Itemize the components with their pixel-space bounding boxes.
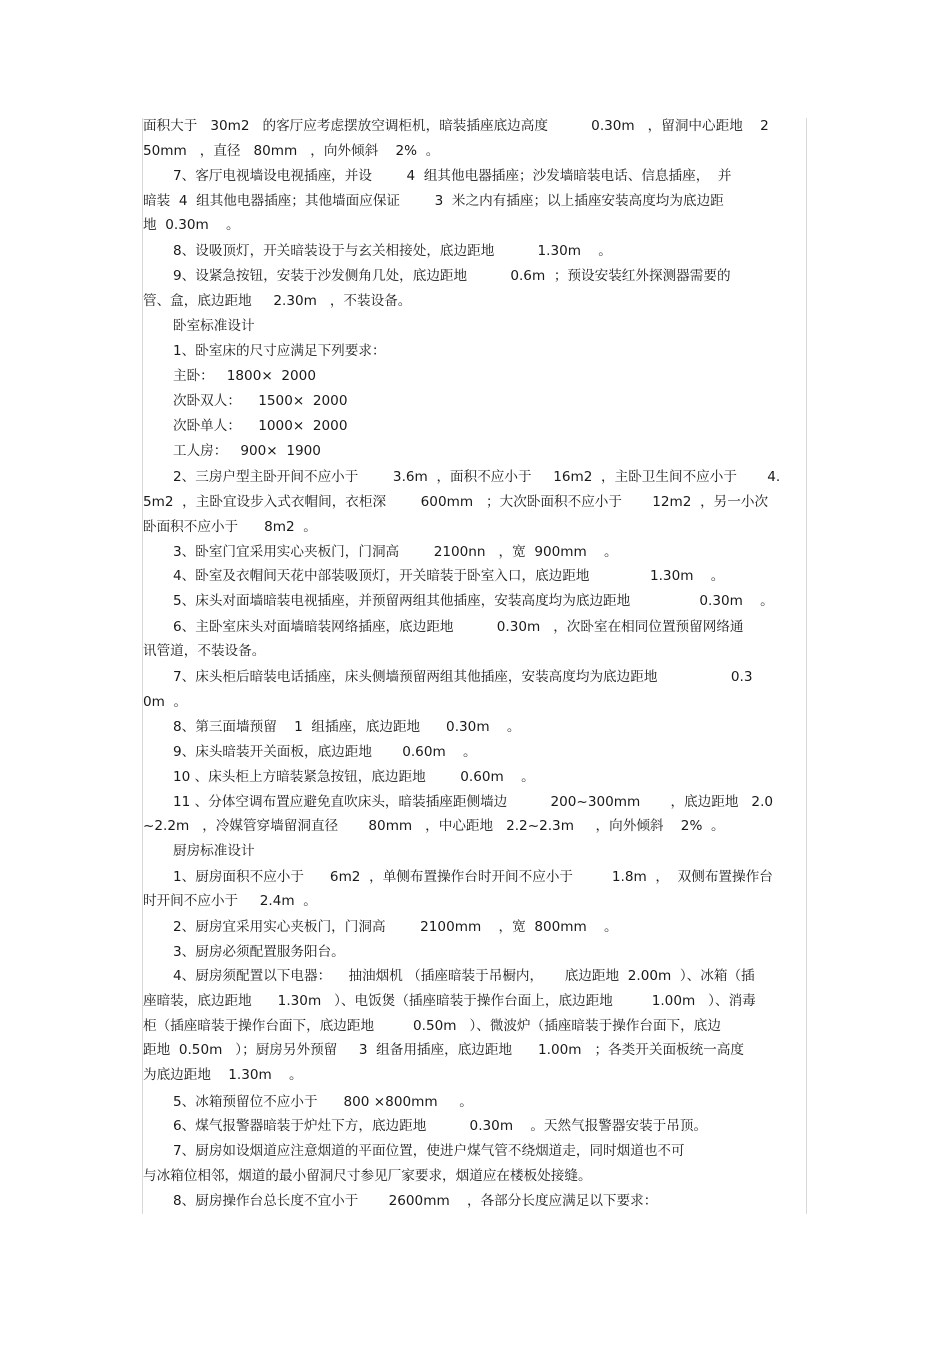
text-line: ~2.2m ，冷媒管穿墙留洞直径 80mm ，中心距地 2.2~2.3m ，向外倾斜 2% 。 — [143, 818, 725, 834]
text-line: 主卧： 1800× 2000 — [173, 368, 316, 384]
text-line: 为底边距地 1.30m 。 — [143, 1067, 303, 1083]
text-line: 8、第三面墙预留 1 组插座，底边距地 0.30m 。 — [173, 719, 521, 735]
text-line: 距地 0.50m ）；厨房另外预留 3 组备用插座，底边距地 1.00m ；各类开关面板统一高度 — [143, 1042, 745, 1058]
text-line: 地 0.30m 。 — [143, 217, 240, 233]
text-line: 6、煤气报警器暗装于炉灶下方，底边距地 0.30m 。天然气报警器安装于吊顶。 — [173, 1118, 708, 1134]
text-line: 卧室标准设计 — [173, 318, 255, 334]
text-line: 时开间不应小于 2.4m 。 — [143, 893, 317, 909]
text-line: 柜（插座暗装于操作台面下，底边距地 0.50m ）、微波炉（插座暗装于操作台面下，底边 — [143, 1018, 721, 1034]
text-line: 7、客厅电视墙设电视插座，并设 4 组其他电器插座；沙发墙暗装电话、信息插座， 并 — [173, 168, 732, 184]
text-line: 次卧单人： 1000× 2000 — [173, 418, 348, 434]
text-line: 8、设吸顶灯，开关暗装设于与玄关相接处，底边距地 1.30m 。 — [173, 243, 612, 259]
page-right-edge — [806, 118, 807, 1214]
text-line: 5、冰箱预留位不应小于 800 ×800mm 。 — [173, 1094, 473, 1110]
text-line: 工人房： 900× 1900 — [173, 443, 321, 459]
text-line: 座暗装，底边距地 1.30m ）、电饭煲（插座暗装于操作台面上，底边距地 1.00m ）、消毒 — [143, 993, 756, 1009]
text-line: 2、厨房宜采用实心夹板门，门洞高 2100mm ，宽 800mm 。 — [173, 919, 618, 935]
text-line: 9、设紧急按钮，安装于沙发侧角几处，底边距地 0.6m ；预设安装红外探测器需要的 — [173, 268, 731, 284]
text-line: 1、厨房面积不应小于 6m2 ，单侧布置操作台时开间不应小于 1.8m ， 双侧布置操作台 — [173, 869, 773, 885]
text-line: 5m2 ，主卧宜设步入式衣帽间，衣柜深 600mm ；大次卧面积不应小于 12m2 ，另一小次 — [143, 494, 769, 510]
text-line: 5、床头对面墙暗装电视插座，并预留两组其他插座，安装高度均为底边距地 0.30m 。 — [173, 593, 774, 609]
text-line: 面积大于 30m2 的客厅应考虑摆放空调柜机，暗装插座底边高度 0.30m ，留洞中心距地 2 — [143, 118, 769, 134]
text-line: 4、厨房须配置以下电器： 抽油烟机 （插座暗装于吊橱内， 底边距地 2.00m ）、冰箱（插 — [173, 968, 755, 984]
text-line: 6、主卧室床头对面墙暗装网络插座，底边距地 0.30m ，次卧室在相同位置预留网络通 — [173, 619, 744, 635]
text-line: 7、床头柜后暗装电话插座，床头侧墙预留两组其他插座，安装高度均为底边距地 0.3 — [173, 669, 753, 685]
text-line: 8、厨房操作台总长度不宜小于 2600mm ，各部分长度应满足以下要求： — [173, 1193, 658, 1209]
text-line: 与冰箱位相邻，烟道的最小留洞尺寸参见厂家要求，烟道应在楼板处接缝。 — [143, 1168, 592, 1184]
text-line: 管、盒，底边距地 2.30m ，不装设备。 — [143, 293, 412, 309]
text-line: 3、厨房必须配置服务阳台。 — [173, 944, 345, 960]
text-line: 0m 。 — [143, 694, 188, 710]
text-line: 9、床头暗装开关面板，底边距地 0.60m 。 — [173, 744, 477, 760]
text-line: 讯管道，不装设备。 — [143, 643, 266, 659]
text-line: 2、三房户型主卧开间不应小于 3.6m ，面积不应小于 16m2 ，主卧卫生间不应小于 4. — [173, 469, 781, 485]
text-line: 厨房标准设计 — [173, 843, 255, 859]
text-line: 1、卧室床的尺寸应满足下列要求： — [173, 343, 386, 359]
text-line: 卧面积不应小于 8m2 。 — [143, 519, 317, 535]
text-line: 10 、床头柜上方暗装紧急按钮，底边距地 0.60m 。 — [173, 769, 535, 785]
text-line: 3、卧室门宜采用实心夹板门，门洞高 2100nn ，宽 900mm 。 — [173, 544, 618, 560]
text-line: 次卧双人： 1500× 2000 — [173, 393, 348, 409]
text-line: 4、卧室及衣帽间天花中部装吸顶灯，开关暗装于卧室入口，底边距地 1.30m 。 — [173, 568, 725, 584]
text-line: 7、厨房如设烟道应注意烟道的平面位置，使进户煤气管不绕烟道走，同时烟道也不可 — [173, 1143, 685, 1159]
text-line: 50mm ，直径 80mm ，向外倾斜 2% 。 — [143, 143, 440, 159]
text-line: 11 、分体空调布置应避免直吹床头，暗装插座距侧墙边 200~300mm ，底边距地 2.0 — [173, 794, 774, 810]
text-line: 暗装 4 组其他电器插座；其他墙面应保证 3 米之内有插座；以上插座安装高度均为底边距 — [143, 193, 724, 209]
